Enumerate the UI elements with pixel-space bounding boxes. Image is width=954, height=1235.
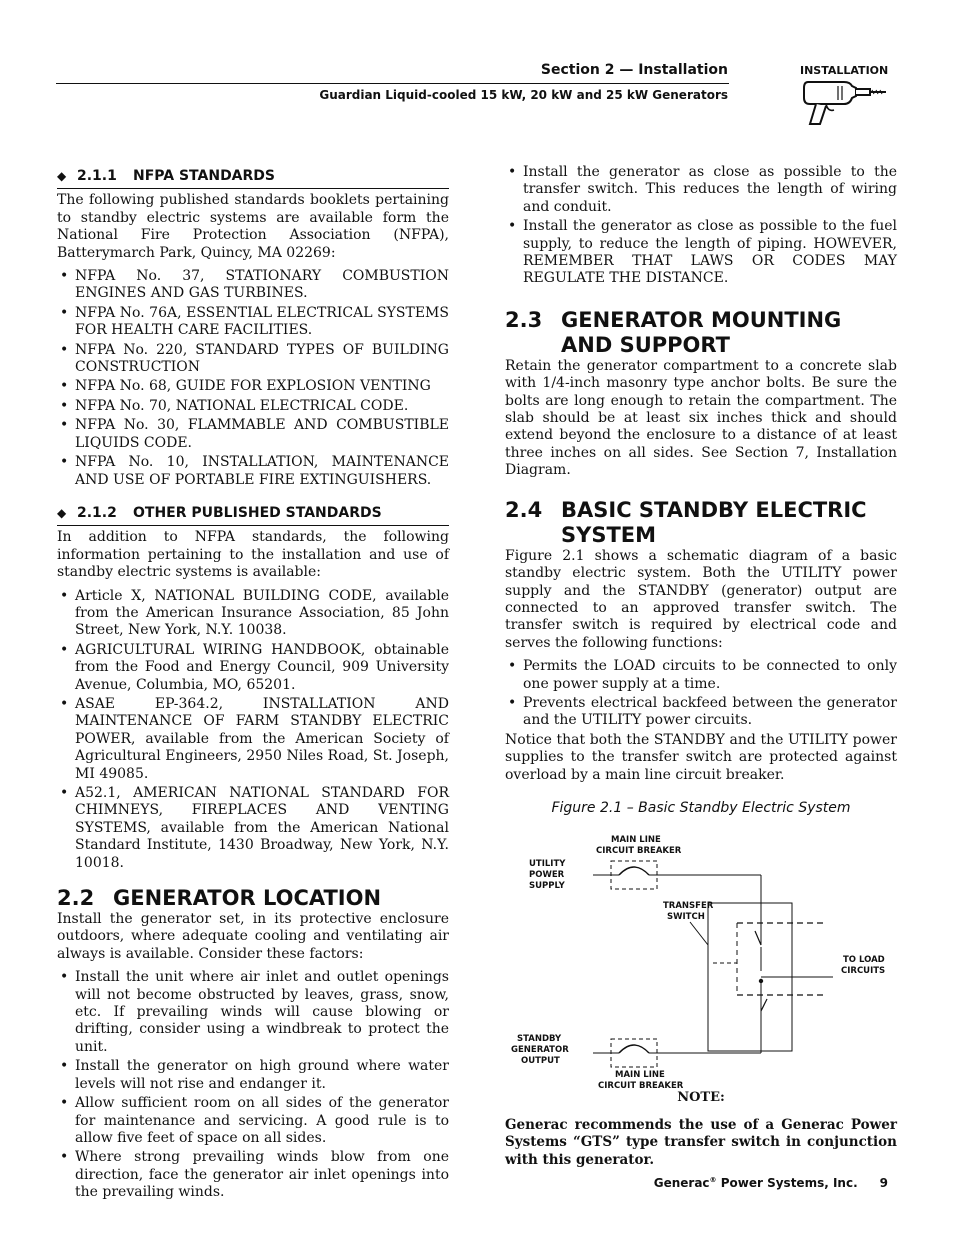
figure-caption: Figure 2.1 – Basic Standby Electric System	[551, 799, 851, 816]
list-item: • NFPA No. 68, GUIDE FOR EXPLOSION VENTING	[57, 378, 449, 395]
standby-label-3: OUTPUT	[521, 1056, 560, 1067]
note-title: NOTE:	[677, 1090, 725, 1106]
heading-2-1-1: ◆ 2.1.1 NFPA STANDARDS	[57, 168, 449, 189]
left-column	[57, 164, 449, 1204]
breaker-bottom-label-2: CIRCUIT BREAKER	[598, 1081, 684, 1092]
registered-mark: ®	[709, 1176, 717, 1184]
page-footer	[654, 1176, 888, 1190]
utility-label-2: POWER	[529, 870, 565, 881]
note-body: Generac recommends the use of a Generac Power Systems “GTS” type transfer switch in conjunction with this generator.	[505, 1116, 897, 1168]
utility-label-1: UTILITY	[529, 859, 566, 870]
standby-switch-blade	[761, 999, 767, 1011]
standby-label-1: STANDBY	[517, 1034, 562, 1045]
right-column	[505, 164, 897, 1169]
diamond-marker-icon: ◆	[57, 169, 67, 183]
list-item: • Permits the LOAD circuits to be connected to only one power supply at a time.	[505, 658, 897, 693]
drill-icon	[798, 76, 890, 128]
breaker-top-label-2: CIRCUIT BREAKER	[596, 846, 682, 857]
heading-2-1-2: ◆ 2.1.2 OTHER PUBLISHED STANDARDS	[57, 505, 449, 526]
list-item: • NFPA No. 220, STANDARD TYPES OF BUILDING CONSTRUCTION	[57, 342, 449, 377]
list-item: • NFPA No. 10, INSTALLATION, MAINTENANCE AND USE OF PORTABLE FIRE EXTINGUISHERS.	[57, 454, 449, 489]
list-item: • Article X, NATIONAL BUILDING CODE, available from the American Insurance Association, 85 John Street, New York, N.Y. 10038.	[57, 588, 449, 640]
document-subtitle: Guardian Liquid-cooled 15 kW, 20 kW and 25 kW Generators	[319, 88, 728, 102]
heading-2-3: 2.3 GENERATOR MOUNTING AND SUPPORT	[505, 307, 842, 357]
utility-label-3: SUPPLY	[529, 881, 565, 892]
list-item: • NFPA No. 70, NATIONAL ELECTRICAL CODE.	[57, 398, 449, 415]
breaker-top-label-1: MAIN LINE	[611, 835, 661, 846]
list-item: • Install the unit where air inlet and outlet openings will not become obstructed by leaves, grass, snow, etc. If prevailing winds will cause blowing or drifting, consider using a windbreak to protect the unit.	[57, 969, 449, 1056]
breaker-bottom-label-1: MAIN LINE	[615, 1070, 665, 1081]
standby-system-body: Figure 2.1 shows a schematic diagram of a basic standby electric system. Both the UTILITY power supply and the STANDBY (generator) output are connected to an approved transfer switch. The transfer switch is required by electrical code and serves the following functions:	[505, 547, 897, 651]
transfer-label-2: SWITCH	[667, 912, 705, 923]
list-item: • Install the generator on high ground where water levels will not rise and endanger it.	[57, 1058, 449, 1093]
diamond-marker-icon: ◆	[57, 505, 67, 520]
nfpa-intro: The following published standards booklets pertaining to standby electric systems are available form the National Fire Protection Association (NFPA), Batterymarch Park, Quincy, MA 02269:	[57, 192, 449, 261]
location-list	[57, 969, 449, 1201]
standby-label-2: GENERATOR	[511, 1045, 569, 1056]
location-intro: Install the generator set, in its protective enclosure outdoors, where adequate cooling and ventilating air always is available. Consider these factors:	[57, 911, 449, 962]
list-item: • AGRICULTURAL WIRING HANDBOOK, obtainable from the Food and Energy Council, 909 University Avenue, Columbia, MO, 65201.	[57, 642, 449, 694]
load-label-1: TO LOAD	[843, 955, 885, 966]
section-title: Section 2 — Installation	[540, 62, 728, 78]
utility-switch-blade	[755, 931, 761, 945]
list-item: • NFPA No. 76A, ESSENTIAL ELECTRICAL SYSTEMS FOR HEALTH CARE FACILITIES.	[57, 305, 449, 340]
list-item: • A52.1, AMERICAN NATIONAL STANDARD FOR CHIMNEYS, FIREPLACES AND VENTING SYSTEMS, available from the American National Standard Institute, 1430 Broadway, New York, N.Y. 10018.	[57, 785, 449, 872]
list-item: • Prevents electrical backfeed between the generator and the UTILITY power circuits.	[505, 695, 897, 730]
list-item: • Allow sufficient room on all sides of the generator for maintenance and servicing. A good rule is to allow five feet of space on all sides.	[57, 1095, 449, 1147]
list-item: • Where strong prevailing winds blow from one direction, face the generator air inlet openings into the prevailing winds.	[57, 1149, 449, 1201]
standby-system-note: Notice that both the STANDBY and the UTILITY power supplies to the transfer switch are protected against overload by a main line circuit breaker.	[505, 731, 897, 783]
transfer-leader	[690, 922, 708, 945]
footer-company-rest: Power Systems, Inc.	[716, 1176, 858, 1190]
list-item: • ASAE EP-364.2, INSTALLATION AND MAINTENANCE OF FARM STANDBY ELECTRIC POWER, available from the American Society of Agricultural Engineers, 2950 Niles Road, St. Joseph, MI 49085.	[57, 696, 449, 783]
installation-tab-label: INSTALLATION	[800, 64, 889, 77]
other-standards-list	[57, 588, 449, 873]
list-item: • Install the generator as close as possible to the fuel supply, to reduce the length of piping. HOWEVER, REMEMBER THAT LAWS OR CODES MAY REGULATE THE DISTANCE.	[505, 218, 897, 288]
mounting-body: Retain the generator compartment to a concrete slab with 1/4-inch masonry type anchor bolts. Be sure the bolts are long enough to retain the compartment. The slab should be at least six inches thick and should extend beyond the enclosure to a distance of at least three inches on all sides. See Section 7, Installation Diagram.	[505, 357, 897, 479]
list-item: • Install the generator as close as possible to the transfer switch. This reduces the length of wiring and conduit.	[505, 164, 897, 216]
other-standards-intro: In addition to NFPA standards, the following information pertaining to the installation and use of standby electric systems is available:	[57, 529, 449, 581]
list-item: • NFPA No. 30, FLAMMABLE AND COMBUSTIBLE LIQUIDS CODE.	[57, 417, 449, 452]
list-item: • NFPA No. 37, STATIONARY COMBUSTION ENGINES AND GAS TURBINES.	[57, 268, 449, 303]
breaker-bottom-arc	[619, 1045, 649, 1053]
nfpa-list	[57, 268, 449, 489]
location-list-continued	[505, 164, 897, 288]
breaker-top-arc	[619, 867, 649, 875]
heading-2-2: 2.2 GENERATOR LOCATION	[57, 886, 382, 911]
transfer-switch-functions	[505, 658, 897, 730]
load-label-2: CIRCUITS	[841, 966, 886, 977]
heading-2-4: 2.4 BASIC STANDBY ELECTRIC SYSTEM	[505, 497, 867, 547]
standby-system-diagram	[503, 823, 895, 1092]
transfer-label-1: TRANSFER	[663, 901, 714, 912]
page-number: 9	[879, 1176, 888, 1190]
footer-company: Generac	[653, 1176, 710, 1190]
header-rule	[56, 83, 729, 84]
